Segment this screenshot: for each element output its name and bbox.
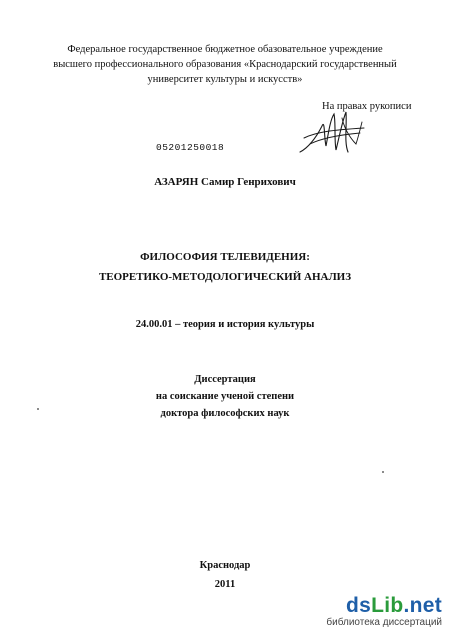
degree-line-1: Диссертация bbox=[194, 374, 256, 385]
year: 2011 bbox=[214, 579, 236, 590]
dissertation-title bbox=[0, 247, 450, 287]
title-line-1: ФИЛОСОФИЯ ТЕЛЕВИДЕНИЯ: bbox=[140, 251, 310, 263]
specialty-code: 24.00.01 – теория и история культуры bbox=[135, 319, 315, 330]
title-line-2: ТЕОРЕТИКО-МЕТОДОЛОГИЧЕСКИЙ АНАЛИЗ bbox=[98, 271, 352, 283]
institution-line-3: университет культуры и искусств» bbox=[147, 74, 303, 85]
degree-line-2: на соискание ученой степени bbox=[155, 391, 295, 402]
city: Краснодар bbox=[199, 560, 251, 571]
dslib-subtitle: библиотека диссертаций bbox=[326, 617, 442, 628]
place-and-year bbox=[0, 556, 450, 594]
rights-note: На правах рукописи bbox=[322, 101, 412, 112]
author-name: АЗАРЯН Самир Генрихович bbox=[154, 176, 296, 188]
degree-statement bbox=[0, 371, 450, 422]
scan-speck bbox=[382, 471, 384, 473]
institution-line-2: высшего профессионального образования «Краснодарский государственный bbox=[53, 59, 397, 70]
institution-line-1: Федеральное государственное бюджетное обазовательное учреждение bbox=[67, 44, 383, 55]
document-code: 05201250018 bbox=[156, 142, 225, 153]
degree-line-3: доктора философских наук bbox=[160, 408, 290, 419]
scan-speck bbox=[37, 408, 39, 410]
institution-header bbox=[40, 42, 410, 87]
dslib-logo: dsLib.net bbox=[345, 594, 442, 617]
handwritten-signature bbox=[298, 108, 368, 158]
dslib-watermark[interactable] bbox=[322, 595, 442, 628]
